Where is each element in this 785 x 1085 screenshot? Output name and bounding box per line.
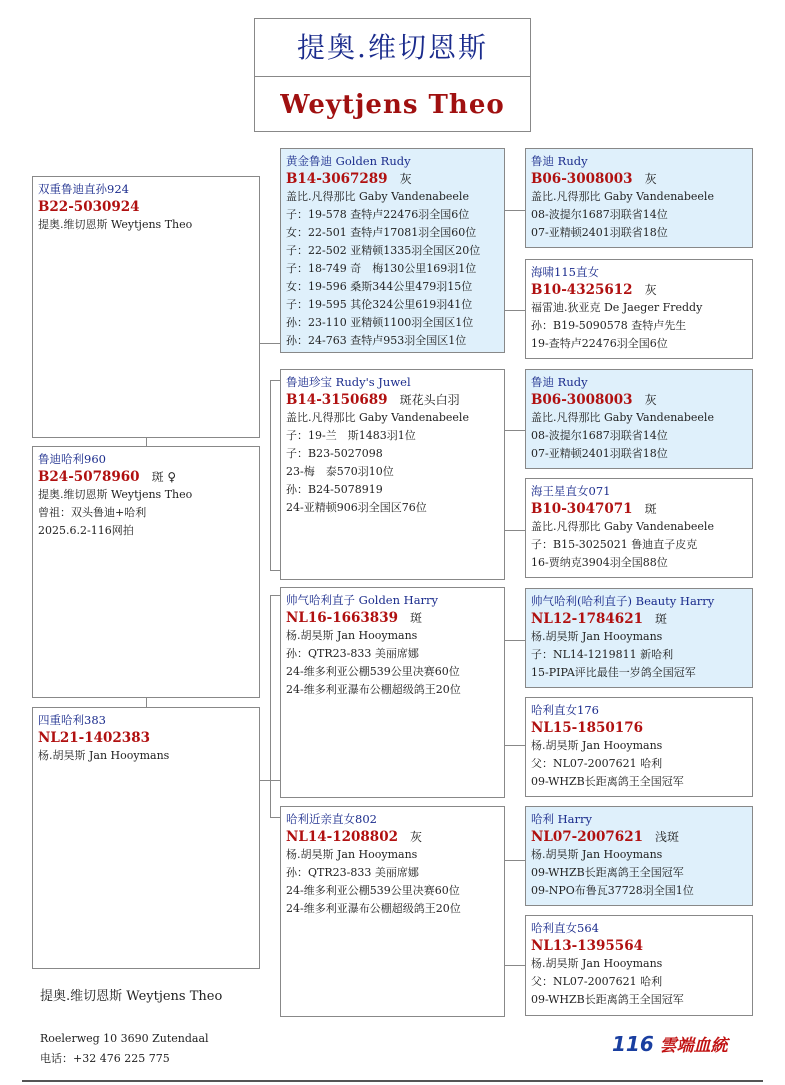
pigeon-info-line: 子：B15-3025021 鲁迪直子皮克 (531, 538, 698, 551)
pedigree-box-ggs[interactable] (525, 369, 753, 469)
connector-line (270, 380, 280, 381)
connector-line (270, 595, 280, 596)
connector-line (504, 430, 525, 431)
pigeon-info-line: 杨.胡昊斯 Jan Hooymans (286, 629, 418, 642)
page-title-english: Weytjens Theo (280, 90, 505, 120)
pigeon-info-line: 孙：QTR23-833 美丽席娜 (286, 647, 419, 660)
ring-number: B10-3047071 (531, 501, 633, 517)
pigeon-info-line: 07-亚精顿2401羽联省18位 (531, 226, 668, 239)
ring-number: B10-4325612 (531, 282, 633, 298)
pigeon-color: 灰 (644, 283, 657, 297)
pigeon-info-line: 杨.胡昊斯 Jan Hooymans (531, 630, 663, 643)
pigeon-info-line: 09-NPO布鲁瓦37728羽全国1位 (531, 884, 694, 897)
pedigree-box-dam-dam[interactable] (280, 806, 505, 1017)
pigeon-info-line: 09-WHZB长距离鸽王全国冠军 (531, 775, 684, 788)
connector-line (146, 697, 147, 707)
pigeon-name: 帅气哈利直子 Golden Harry (286, 593, 439, 607)
divider (22, 1080, 763, 1082)
pigeon-info-line: 子：19-595 其伦324公里619羽41位 (286, 298, 473, 311)
pigeon-name: 鲁迪哈利960 (38, 452, 106, 466)
pigeon-info-line: 盖比.凡得那比 Gaby Vandenabeele (531, 190, 714, 203)
ring-number: B22-5030924 (38, 199, 140, 215)
logo (612, 1031, 728, 1056)
pigeon-info-line: 盖比.凡得那比 Gaby Vandenabeele (531, 411, 714, 424)
pigeon-color: 斑 (644, 502, 657, 516)
pigeon-info-line: 孙：24-763 查特卢953羽全国区1位 (286, 334, 467, 347)
connector-line (504, 530, 525, 531)
pigeon-info-line: 24-维多利亚瀑布公棚超级鸽王20位 (286, 902, 461, 915)
pigeon-name: 海啸115直女 (531, 265, 599, 279)
owner-name: 提奥.维切恩斯 Weytjens Theo (40, 989, 223, 1004)
pigeon-info-line: 提奥.维切恩斯 Weytjens Theo (38, 218, 193, 231)
ring-number: NL21-1402383 (38, 730, 150, 746)
pigeon-name: 鲁迪 Rudy (531, 375, 588, 389)
pedigree-box-sire-sire[interactable] (280, 148, 505, 353)
pigeon-info-line: 子：19-578 查特卢22476羽全国6位 (286, 208, 470, 221)
pigeon-name: 哈利直女564 (531, 921, 599, 935)
owner-phone: 电话：+32 476 225 775 (40, 1052, 170, 1065)
connector-line (504, 210, 525, 211)
pigeon-info-line: 孙：QTR23-833 美丽席娜 (286, 866, 419, 879)
pigeon-name: 鲁迪 Rudy (531, 154, 588, 168)
pedigree-box-ggd[interactable] (525, 915, 753, 1016)
pigeon-info-line: 24-维多利亚公棚539公里决赛60位 (286, 884, 460, 897)
ring-number: NL14-1208802 (286, 829, 398, 845)
connector-line (504, 965, 525, 966)
pigeon-info-line: 08-波提尔1687羽联省14位 (531, 208, 668, 221)
pigeon-info-line: 盖比.凡得那比 Gaby Vandenabeele (286, 411, 469, 424)
ring-number: NL15-1850176 (531, 720, 643, 736)
pigeon-info-line: 09-WHZB长距离鸽王全国冠军 (531, 866, 684, 879)
pigeon-info-line: 2025.6.2-116网拍 (38, 524, 134, 537)
pigeon-info-line: 24-维多利亚瀑布公棚超级鸽王20位 (286, 683, 461, 696)
connector-line (504, 860, 525, 861)
pigeon-info-line: 19-查特卢22476羽全国6位 (531, 337, 668, 350)
owner-address: Roelerweg 10 3690 Zutendaal (40, 1032, 209, 1045)
pigeon-info-line: 杨.胡昊斯 Jan Hooymans (531, 848, 663, 861)
pigeon-name: 哈利近亲直女802 (286, 812, 377, 826)
pigeon-info-line: 孙：B24-5078919 (286, 483, 383, 496)
connector-line (259, 343, 280, 344)
pedigree-box-dam[interactable] (32, 707, 260, 969)
logo-text: 雲端血統 (659, 1036, 728, 1056)
pigeon-info-line: 孙：23-110 亚精顿1100羽全国区1位 (286, 316, 474, 329)
pigeon-info-line: 24-亚精顿906羽全国区76位 (286, 501, 427, 514)
pigeon-info-line: 孙：B19-5090578 查特卢先生 (531, 319, 687, 332)
pedigree-box-ggs[interactable] (525, 148, 753, 248)
pigeon-name: 帅气哈利(哈利直子) Beauty Harry (531, 594, 715, 608)
pigeon-color: 浅斑 (654, 830, 679, 844)
ring-number: NL13-1395564 (531, 938, 643, 954)
pigeon-color: 灰 (644, 393, 657, 407)
ring-number: B06-3008003 (531, 171, 633, 187)
pigeon-color: 灰 (399, 172, 412, 186)
pigeon-color: 灰 (644, 172, 657, 186)
pedigree-box-ggd[interactable] (525, 697, 753, 797)
pedigree-box-ggd[interactable] (525, 478, 753, 578)
ring-number: B14-3150689 (286, 392, 388, 408)
pedigree-box-pigeon[interactable] (32, 176, 260, 438)
pedigree-box-dam-sire[interactable] (280, 587, 505, 798)
pigeon-info-line: 盖比.凡得那比 Gaby Vandenabeele (531, 520, 714, 533)
pigeon-info-line: 09-WHZB长距离鸽王全国冠军 (531, 993, 684, 1006)
pigeon-info-line: 杨.胡昊斯 Jan Hooymans (286, 848, 418, 861)
pigeon-info-line: 盖比.凡得那比 Gaby Vandenabeele (286, 190, 469, 203)
pigeon-info-line: 女：22-501 查特卢17081羽全国60位 (286, 226, 477, 239)
pigeon-info-line: 07-亚精顿2401羽联省18位 (531, 447, 668, 460)
pigeon-info-line: 子：B23-5027098 (286, 447, 383, 460)
pigeon-info-line: 杨.胡昊斯 Jan Hooymans (531, 957, 663, 970)
pedigree-box-ggd[interactable] (525, 259, 753, 359)
pigeon-color: 斑花头白羽 (399, 393, 460, 407)
pigeon-info-line: 提奥.维切恩斯 Weytjens Theo (38, 488, 193, 501)
page-title-chinese: 提奥.维切恩斯 (255, 19, 530, 77)
pigeon-info-line: 子：22-502 亚精顿1335羽全国区20位 (286, 244, 481, 257)
pigeon-name: 黄金鲁迪 Golden Rudy (286, 154, 411, 168)
pedigree-box-sire-dam[interactable] (280, 369, 505, 580)
pigeon-info-line: 父：NL07-2007621 哈利 (531, 757, 663, 770)
pigeon-info-line: 子：NL14-1219811 新哈利 (531, 648, 674, 661)
connector-line (504, 640, 525, 641)
pigeon-color: 斑 (409, 611, 422, 625)
pigeon-info-line: 08-波提尔1687羽联省14位 (531, 429, 668, 442)
pigeon-info-line: 子：19-兰 斯1483羽1位 (286, 429, 416, 442)
connector-line (270, 817, 280, 818)
pedigree-box-pigeon[interactable] (32, 446, 260, 698)
pigeon-info-line: 15-PIPA评比最佳一岁鸽全国冠军 (531, 666, 696, 679)
pigeon-info-line: 杨.胡昊斯 Jan Hooymans (38, 749, 170, 762)
connector-line (504, 310, 525, 311)
ring-number: NL16-1663839 (286, 610, 398, 626)
pigeon-name: 哈利直女176 (531, 703, 599, 717)
pigeon-name: 海王星直女071 (531, 484, 611, 498)
ring-number: B06-3008003 (531, 392, 633, 408)
connector-line (270, 595, 271, 817)
connector-line (270, 380, 271, 570)
pigeon-info-line: 24-维多利亚公棚539公里决赛60位 (286, 665, 460, 678)
pigeon-name: 鲁迪珍宝 Rudy's Juwel (286, 375, 411, 389)
pigeon-info-line: 16-贾纳克3904羽全国88位 (531, 556, 668, 569)
ring-number: B14-3067289 (286, 171, 388, 187)
pigeon-info-line: 曾祖：双头鲁迪+哈利 (38, 506, 147, 519)
ring-number: NL07-2007621 (531, 829, 643, 845)
pigeon-info-line: 杨.胡昊斯 Jan Hooymans (531, 739, 663, 752)
pigeon-color: 灰 (409, 830, 422, 844)
connector-line (270, 570, 280, 571)
connector-line (504, 745, 525, 746)
pigeon-info-line: 福雷迪.狄亚克 De Jaeger Freddy (531, 301, 703, 314)
pigeon-info-line: 女：19-596 桑斯344公里479羽15位 (286, 280, 473, 293)
pigeon-name: 四重哈利383 (38, 713, 106, 727)
pigeon-name: 哈利 Harry (531, 812, 593, 826)
ring-number: B24-5078960 (38, 469, 140, 485)
pedigree-box-ggs[interactable] (525, 806, 753, 906)
logo-number: 116 (612, 1032, 654, 1056)
pigeon-color: 斑 (654, 612, 667, 626)
pigeon-color: 斑 ♀ (151, 470, 177, 484)
ring-number: NL12-1784621 (531, 611, 643, 627)
pedigree-box-ggs[interactable] (525, 588, 753, 688)
pigeon-info-line: 父：NL07-2007621 哈利 (531, 975, 663, 988)
title-box (254, 18, 531, 132)
connector-line (146, 437, 147, 446)
pigeon-info-line: 子：18-749 奇 梅130公里169羽1位 (286, 262, 477, 275)
pigeon-name: 双重鲁迪直孙924 (38, 182, 129, 196)
pigeon-info-line: 23-梅 泰570羽10位 (286, 465, 394, 478)
